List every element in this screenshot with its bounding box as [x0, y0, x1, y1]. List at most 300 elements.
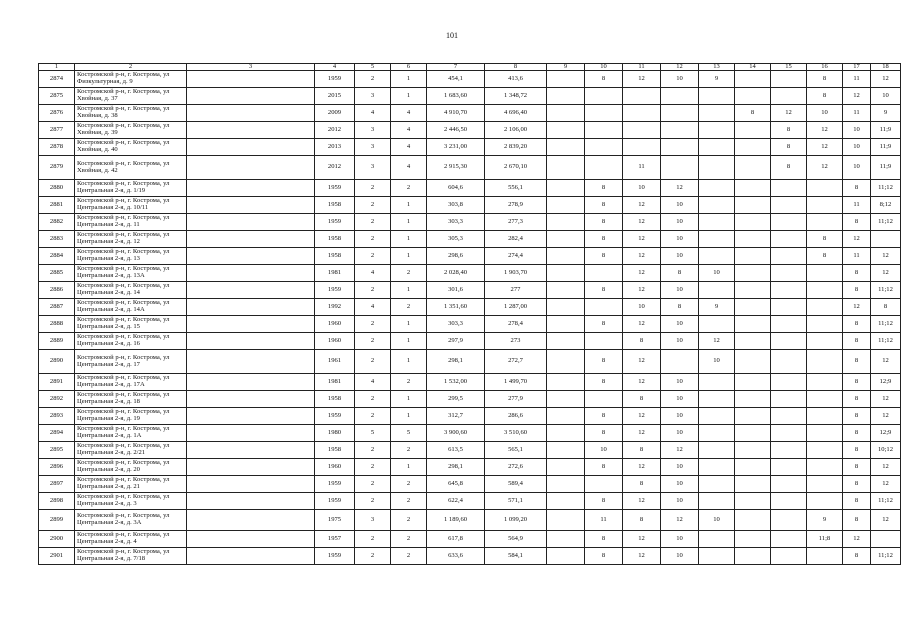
value-cell: 8 [623, 333, 661, 350]
value-cell [547, 180, 585, 197]
value-cell: 3 [355, 510, 391, 531]
value-cell: 1 [391, 88, 427, 105]
value-cell: 10 [623, 180, 661, 197]
value-cell: 3 [355, 156, 391, 180]
value-cell [699, 531, 735, 548]
value-cell [699, 476, 735, 493]
value-cell: 8 [771, 139, 807, 156]
value-cell: 8 [843, 408, 871, 425]
value-cell [547, 333, 585, 350]
value-cell: 8 [585, 548, 623, 565]
value-cell [547, 248, 585, 265]
value-cell: 2 670,10 [485, 156, 547, 180]
address-cell: Костромской р-н, г. Кострома, ул Центральная 2-я, д. 14 [75, 282, 187, 299]
value-cell: 10 [623, 299, 661, 316]
value-cell: 2 [391, 374, 427, 391]
value-cell: 12 [661, 442, 699, 459]
value-cell: 1958 [315, 231, 355, 248]
value-cell: 8 [735, 105, 771, 122]
value-cell [771, 408, 807, 425]
value-cell [187, 122, 315, 139]
value-cell: 12 [807, 156, 843, 180]
value-cell [735, 391, 771, 408]
value-cell: 1961 [315, 350, 355, 374]
value-cell: 2013 [315, 139, 355, 156]
value-cell: 12 [623, 425, 661, 442]
value-cell [735, 408, 771, 425]
row-number-cell: 2883 [39, 231, 75, 248]
table-row [39, 531, 901, 548]
value-cell [771, 459, 807, 476]
value-cell: 11;12 [871, 333, 901, 350]
value-cell: 2 [355, 459, 391, 476]
value-cell: 1 [391, 408, 427, 425]
value-cell: 12 [661, 510, 699, 531]
table-row [39, 156, 901, 180]
row-number-cell: 2901 [39, 548, 75, 565]
value-cell [585, 333, 623, 350]
value-cell [187, 548, 315, 565]
value-cell: 8 [661, 299, 699, 316]
value-cell: 12 [699, 333, 735, 350]
value-cell [771, 391, 807, 408]
value-cell: 11;12 [871, 548, 901, 565]
value-cell: 10 [661, 548, 699, 565]
value-cell: 8 [585, 316, 623, 333]
value-cell [699, 493, 735, 510]
table-row [39, 442, 901, 459]
value-cell: 12 [871, 476, 901, 493]
value-cell [699, 231, 735, 248]
value-cell [661, 88, 699, 105]
value-cell [735, 231, 771, 248]
value-cell: 272,7 [485, 350, 547, 374]
column-number-cell: 17 [843, 64, 871, 71]
value-cell: 10 [843, 139, 871, 156]
value-cell [807, 299, 843, 316]
value-cell: 8 [585, 408, 623, 425]
value-cell: 1981 [315, 374, 355, 391]
value-cell [699, 459, 735, 476]
value-cell: 584,1 [485, 548, 547, 565]
value-cell: 12 [871, 265, 901, 282]
address-cell: Костромской р-н, г. Кострома, ул Центральная 2-я, д. 17А [75, 374, 187, 391]
row-number-cell: 2880 [39, 180, 75, 197]
value-cell: 564,9 [485, 531, 547, 548]
table-row [39, 333, 901, 350]
value-cell [187, 493, 315, 510]
value-cell: 2 [355, 71, 391, 88]
value-cell: 2 [391, 510, 427, 531]
value-cell: 11 [843, 105, 871, 122]
value-cell: 8 [585, 374, 623, 391]
value-cell: 8 [623, 510, 661, 531]
value-cell [699, 214, 735, 231]
value-cell: 2 028,40 [427, 265, 485, 282]
value-cell [585, 299, 623, 316]
value-cell [735, 425, 771, 442]
value-cell: 12 [623, 71, 661, 88]
value-cell: 2 [355, 248, 391, 265]
row-number-cell: 2884 [39, 248, 75, 265]
column-number-cell: 15 [771, 64, 807, 71]
value-cell: 8 [807, 231, 843, 248]
value-cell: 1958 [315, 197, 355, 214]
value-cell: 277,9 [485, 391, 547, 408]
value-cell: 298,1 [427, 459, 485, 476]
value-cell [699, 408, 735, 425]
value-cell: 645,8 [427, 476, 485, 493]
value-cell: 10 [661, 282, 699, 299]
value-cell: 12 [623, 408, 661, 425]
value-cell: 2 [391, 476, 427, 493]
value-cell: 3 231,00 [427, 139, 485, 156]
value-cell [771, 214, 807, 231]
column-number-row [39, 64, 901, 71]
value-cell: 11;12 [871, 493, 901, 510]
value-cell: 11;9 [871, 122, 901, 139]
value-cell: 1 [391, 214, 427, 231]
value-cell [547, 139, 585, 156]
value-cell [807, 333, 843, 350]
value-cell: 613,5 [427, 442, 485, 459]
value-cell: 2 839,20 [485, 139, 547, 156]
value-cell [807, 408, 843, 425]
value-cell [807, 476, 843, 493]
row-number-cell: 2887 [39, 299, 75, 316]
value-cell: 1959 [315, 548, 355, 565]
value-cell: 8 [871, 299, 901, 316]
value-cell: 12 [807, 122, 843, 139]
value-cell: 8 [843, 265, 871, 282]
value-cell: 11 [585, 510, 623, 531]
value-cell: 11;12 [871, 282, 901, 299]
value-cell: 9 [699, 299, 735, 316]
value-cell: 10 [661, 248, 699, 265]
value-cell: 1 [391, 333, 427, 350]
value-cell [735, 180, 771, 197]
value-cell: 11 [843, 197, 871, 214]
value-cell: 10 [699, 350, 735, 374]
table-row [39, 350, 901, 374]
value-cell: 2 [355, 350, 391, 374]
table-row [39, 425, 901, 442]
value-cell: 11;12 [871, 214, 901, 231]
address-cell: Костромской р-н, г. Кострома, ул Хвойная, д. 38 [75, 105, 187, 122]
value-cell [807, 548, 843, 565]
row-number-cell: 2891 [39, 374, 75, 391]
value-cell: 12 [871, 71, 901, 88]
value-cell: 8 [585, 180, 623, 197]
value-cell: 1 287,00 [485, 299, 547, 316]
address-cell: Костромской р-н, г. Кострома, ул Центральная 2-я, д. 10/11 [75, 197, 187, 214]
row-number-cell: 2896 [39, 459, 75, 476]
address-cell: Костромской р-н, г. Кострома, ул Хвойная, д. 42 [75, 156, 187, 180]
address-cell: Костромской р-н, г. Кострома, ул Центральная 2-я, д. 14А [75, 299, 187, 316]
value-cell [547, 459, 585, 476]
table-row [39, 299, 901, 316]
value-cell [735, 548, 771, 565]
value-cell: 8 [843, 493, 871, 510]
value-cell: 1 532,00 [427, 374, 485, 391]
row-number-cell: 2886 [39, 282, 75, 299]
value-cell [187, 231, 315, 248]
value-cell: 8;12 [871, 197, 901, 214]
value-cell: 2009 [315, 105, 355, 122]
value-cell: 12 [623, 548, 661, 565]
address-cell: Костромской р-н, г. Кострома, ул Центральная 2-я, д. 7/18 [75, 548, 187, 565]
value-cell [735, 156, 771, 180]
value-cell [699, 139, 735, 156]
value-cell: 2012 [315, 122, 355, 139]
value-cell: 8 [585, 350, 623, 374]
address-cell: Костромской р-н, г. Кострома, ул Центральная 2-я, д. 16 [75, 333, 187, 350]
table-row [39, 122, 901, 139]
value-cell: 2 446,50 [427, 122, 485, 139]
value-cell: 2 [355, 391, 391, 408]
value-cell: 1959 [315, 476, 355, 493]
value-cell: 2 [355, 333, 391, 350]
value-cell: 1959 [315, 282, 355, 299]
value-cell: 1 499,70 [485, 374, 547, 391]
value-cell: 303,3 [427, 214, 485, 231]
value-cell: 10 [661, 214, 699, 231]
value-cell [871, 231, 901, 248]
table-row [39, 408, 901, 425]
value-cell: 1 [391, 248, 427, 265]
column-number-cell: 3 [187, 64, 315, 71]
value-cell [771, 442, 807, 459]
row-number-cell: 2881 [39, 197, 75, 214]
row-number-cell: 2890 [39, 350, 75, 374]
address-cell: Костромской р-н, г. Кострома, ул Центральная 2-я, д. 17 [75, 350, 187, 374]
value-cell [547, 156, 585, 180]
value-cell [585, 156, 623, 180]
table-row [39, 71, 901, 88]
value-cell [547, 425, 585, 442]
value-cell: 12 [871, 408, 901, 425]
value-cell: 298,1 [427, 350, 485, 374]
column-number-cell: 7 [427, 64, 485, 71]
value-cell [735, 476, 771, 493]
value-cell: 12 [871, 459, 901, 476]
value-cell [187, 425, 315, 442]
value-cell: 10 [661, 425, 699, 442]
address-cell: Костромской р-н, г. Кострома, ул Центральная 2-я, д. 20 [75, 459, 187, 476]
value-cell [735, 374, 771, 391]
value-cell: 4 [355, 265, 391, 282]
value-cell: 12 [871, 510, 901, 531]
row-number-cell: 2895 [39, 442, 75, 459]
value-cell [735, 122, 771, 139]
value-cell [771, 333, 807, 350]
row-number-cell: 2885 [39, 265, 75, 282]
row-number-cell: 2900 [39, 531, 75, 548]
address-cell: Костромской р-н, г. Кострома, ул Центральная 2-я, д. 13А [75, 265, 187, 282]
value-cell [807, 214, 843, 231]
value-cell: 2 106,00 [485, 122, 547, 139]
value-cell: 589,4 [485, 476, 547, 493]
value-cell: 11;8 [807, 531, 843, 548]
value-cell: 4 [391, 122, 427, 139]
value-cell: 2 915,30 [427, 156, 485, 180]
value-cell: 2 [391, 180, 427, 197]
value-cell [699, 88, 735, 105]
value-cell [807, 493, 843, 510]
value-cell: 277,3 [485, 214, 547, 231]
value-cell [699, 282, 735, 299]
value-cell: 9 [699, 71, 735, 88]
value-cell: 1 351,60 [427, 299, 485, 316]
value-cell: 3 510,60 [485, 425, 547, 442]
row-number-cell: 2899 [39, 510, 75, 531]
value-cell: 297,9 [427, 333, 485, 350]
value-cell [699, 316, 735, 333]
value-cell [187, 476, 315, 493]
value-cell: 8 [807, 248, 843, 265]
value-cell: 1958 [315, 391, 355, 408]
value-cell: 10 [871, 88, 901, 105]
value-cell: 8 [771, 122, 807, 139]
value-cell [547, 299, 585, 316]
value-cell [735, 265, 771, 282]
value-cell: 8 [623, 476, 661, 493]
value-cell: 298,6 [427, 248, 485, 265]
value-cell [699, 442, 735, 459]
value-cell: 11 [843, 71, 871, 88]
value-cell: 10 [661, 391, 699, 408]
value-cell: 2 [355, 231, 391, 248]
value-cell [623, 122, 661, 139]
value-cell: 1960 [315, 316, 355, 333]
row-number-cell: 2877 [39, 122, 75, 139]
value-cell: 2015 [315, 88, 355, 105]
row-number-cell: 2879 [39, 156, 75, 180]
value-cell [807, 180, 843, 197]
value-cell [771, 531, 807, 548]
value-cell [661, 156, 699, 180]
value-cell: 10 [661, 316, 699, 333]
value-cell: 12 [623, 197, 661, 214]
value-cell: 2 [391, 299, 427, 316]
table-row [39, 248, 901, 265]
value-cell [735, 299, 771, 316]
value-cell [547, 71, 585, 88]
value-cell [771, 248, 807, 265]
value-cell: 286,6 [485, 408, 547, 425]
value-cell: 5 [355, 425, 391, 442]
value-cell [547, 122, 585, 139]
value-cell [585, 139, 623, 156]
value-cell [771, 374, 807, 391]
value-cell: 12;9 [871, 425, 901, 442]
value-cell [547, 265, 585, 282]
value-cell [187, 531, 315, 548]
value-cell: 12 [623, 282, 661, 299]
column-number-cell: 9 [547, 64, 585, 71]
value-cell: 8 [843, 442, 871, 459]
register-table [38, 63, 901, 565]
value-cell [771, 282, 807, 299]
value-cell: 8 [623, 391, 661, 408]
value-cell: 12 [871, 391, 901, 408]
value-cell: 633,6 [427, 548, 485, 565]
value-cell [735, 459, 771, 476]
value-cell: 8 [843, 425, 871, 442]
value-cell: 303,8 [427, 197, 485, 214]
value-cell: 10 [661, 459, 699, 476]
value-cell: 8 [585, 425, 623, 442]
table-row [39, 282, 901, 299]
address-cell: Костромской р-н, г. Кострома, ул Физкультурная, д. 9 [75, 71, 187, 88]
value-cell [807, 391, 843, 408]
value-cell: 1 189,60 [427, 510, 485, 531]
value-cell: 2 [391, 265, 427, 282]
table-row [39, 139, 901, 156]
address-cell: Костромской р-н, г. Кострома, ул Центральная 2-я, д. 18 [75, 391, 187, 408]
value-cell [807, 459, 843, 476]
value-cell: 8 [585, 459, 623, 476]
value-cell [547, 408, 585, 425]
row-number-cell: 2876 [39, 105, 75, 122]
value-cell: 2 [391, 493, 427, 510]
value-cell [547, 510, 585, 531]
value-cell: 3 [355, 122, 391, 139]
value-cell [699, 105, 735, 122]
value-cell: 2 [355, 408, 391, 425]
value-cell: 4 [391, 105, 427, 122]
value-cell [547, 476, 585, 493]
value-cell: 2 [355, 548, 391, 565]
table-row [39, 265, 901, 282]
value-cell: 12 [771, 105, 807, 122]
value-cell [187, 197, 315, 214]
table-row [39, 476, 901, 493]
value-cell: 8 [843, 510, 871, 531]
value-cell [771, 265, 807, 282]
value-cell [699, 156, 735, 180]
value-cell [547, 548, 585, 565]
value-cell: 3 900,60 [427, 425, 485, 442]
value-cell: 1 099,20 [485, 510, 547, 531]
value-cell: 12 [623, 248, 661, 265]
value-cell: 12 [843, 299, 871, 316]
value-cell [699, 391, 735, 408]
row-number-cell: 2882 [39, 214, 75, 231]
value-cell: 1 348,72 [485, 88, 547, 105]
value-cell [187, 442, 315, 459]
value-cell [187, 282, 315, 299]
value-cell: 12 [807, 139, 843, 156]
value-cell: 1 [391, 231, 427, 248]
value-cell: 10 [661, 493, 699, 510]
value-cell [187, 374, 315, 391]
value-cell [735, 214, 771, 231]
value-cell [547, 531, 585, 548]
row-number-cell: 2898 [39, 493, 75, 510]
value-cell [871, 531, 901, 548]
value-cell: 282,4 [485, 231, 547, 248]
value-cell [187, 105, 315, 122]
value-cell: 4 696,40 [485, 105, 547, 122]
value-cell: 8 [807, 71, 843, 88]
value-cell: 10 [585, 442, 623, 459]
value-cell [699, 374, 735, 391]
value-cell [187, 71, 315, 88]
value-cell: 4 910,70 [427, 105, 485, 122]
value-cell [585, 265, 623, 282]
value-cell: 12 [623, 316, 661, 333]
